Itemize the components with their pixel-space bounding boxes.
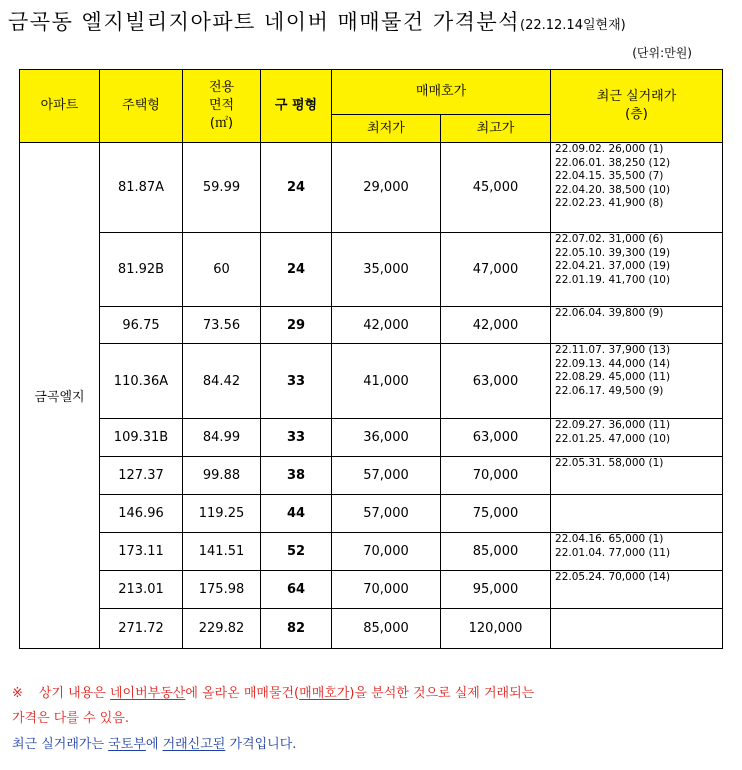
cell-type: 81.87A bbox=[100, 143, 183, 233]
deal-entry: 22.04.15. 35,500 (7) bbox=[555, 170, 664, 183]
deal-entry: 22.04.20. 38,500 (10) bbox=[555, 183, 671, 196]
header-recent-line1: 최근 실거래가 bbox=[596, 89, 677, 104]
table-row bbox=[20, 495, 723, 533]
cell-recent-deals bbox=[551, 533, 723, 571]
cell-type: 173.11 bbox=[100, 533, 183, 571]
header-type: 주택형 bbox=[100, 70, 183, 143]
note-line-3 bbox=[12, 733, 296, 752]
cell-area: 119.25 bbox=[183, 495, 261, 533]
deal-entry: 22.04.16. 65,000 (1) bbox=[555, 533, 664, 545]
table-row bbox=[20, 307, 723, 344]
cell-pyeong: 33 bbox=[261, 344, 332, 419]
header-recent-line2: (층) bbox=[625, 107, 648, 122]
table-row bbox=[20, 533, 723, 571]
cell-type: 109.31B bbox=[100, 419, 183, 457]
deal-entry: 22.05.31. 58,000 (1) bbox=[555, 457, 664, 469]
cell-max: 75,000 bbox=[441, 495, 551, 533]
cell-min: 57,000 bbox=[332, 457, 441, 495]
deal-entry: 22.09.02. 26,000 (1) bbox=[555, 143, 664, 155]
cell-max: 63,000 bbox=[441, 344, 551, 419]
cell-pyeong: 38 bbox=[261, 457, 332, 495]
note3-text-a: 최근 실거래가는 bbox=[12, 737, 109, 752]
cell-recent-deals bbox=[551, 307, 723, 344]
cell-recent-deals bbox=[551, 609, 723, 649]
cell-max: 70,000 bbox=[441, 457, 551, 495]
cell-min: 36,000 bbox=[332, 419, 441, 457]
cell-area: 84.99 bbox=[183, 419, 261, 457]
note1-text-b: 에 올라온 매매물건( bbox=[185, 686, 300, 701]
table-row bbox=[20, 457, 723, 495]
cell-min: 57,000 bbox=[332, 495, 441, 533]
cell-area: 59.99 bbox=[183, 143, 261, 233]
cell-type: 96.75 bbox=[100, 307, 183, 344]
deal-entry: 22.07.02. 31,000 (6) bbox=[555, 233, 664, 245]
table-row bbox=[20, 609, 723, 649]
cell-max: 120,000 bbox=[441, 609, 551, 649]
apartment-name: 금곡엘지 bbox=[20, 143, 100, 649]
deal-entry: 22.01.04. 77,000 (11) bbox=[555, 546, 671, 559]
header-apartment: 아파트 bbox=[20, 70, 100, 143]
cell-recent-deals bbox=[551, 233, 723, 307]
cell-pyeong: 82 bbox=[261, 609, 332, 649]
table-row bbox=[20, 233, 723, 307]
cell-max: 85,000 bbox=[441, 533, 551, 571]
table-row bbox=[20, 143, 723, 233]
unit-label: (단위:만원) bbox=[632, 46, 692, 60]
cell-type: 110.36A bbox=[100, 344, 183, 419]
cell-min: 35,000 bbox=[332, 233, 441, 307]
cell-max: 47,000 bbox=[441, 233, 551, 307]
deal-entry: 22.09.13. 44,000 (14) bbox=[555, 357, 671, 370]
price-table bbox=[19, 69, 723, 649]
cell-type: 81.92B bbox=[100, 233, 183, 307]
cell-recent-deals bbox=[551, 571, 723, 609]
cell-min: 70,000 bbox=[332, 571, 441, 609]
cell-type: 127.37 bbox=[100, 457, 183, 495]
cell-min: 70,000 bbox=[332, 533, 441, 571]
cell-recent-deals bbox=[551, 457, 723, 495]
cell-min: 42,000 bbox=[332, 307, 441, 344]
deal-entry: 22.02.23. 41,900 (8) bbox=[555, 197, 664, 210]
cell-recent-deals bbox=[551, 495, 723, 533]
deal-entry: 22.04.21. 37,000 (19) bbox=[555, 260, 671, 273]
cell-pyeong: 33 bbox=[261, 419, 332, 457]
header-min: 최저가 bbox=[332, 115, 441, 143]
cell-pyeong: 24 bbox=[261, 143, 332, 233]
cell-area: 84.42 bbox=[183, 344, 261, 419]
title-date: (22.12.14일현재) bbox=[520, 18, 626, 33]
cell-type: 213.01 bbox=[100, 571, 183, 609]
deal-entry: 22.11.07. 37,900 (13) bbox=[555, 344, 671, 356]
deal-entry: 22.06.01. 38,250 (12) bbox=[555, 156, 671, 169]
cell-pyeong: 52 bbox=[261, 533, 332, 571]
cell-min: 85,000 bbox=[332, 609, 441, 649]
cell-area: 73.56 bbox=[183, 307, 261, 344]
note3-text-c: 가격입니다. bbox=[225, 737, 297, 752]
cell-type: 146.96 bbox=[100, 495, 183, 533]
deal-entry: 22.05.10. 39,300 (19) bbox=[555, 246, 671, 259]
cell-max: 42,000 bbox=[441, 307, 551, 344]
deal-entry: 22.08.29. 45,000 (11) bbox=[555, 371, 671, 384]
header-recent bbox=[551, 70, 723, 143]
note3-molit: 국토부 bbox=[108, 737, 146, 752]
cell-max: 95,000 bbox=[441, 571, 551, 609]
cell-pyeong: 29 bbox=[261, 307, 332, 344]
cell-recent-deals bbox=[551, 344, 723, 419]
cell-max: 45,000 bbox=[441, 143, 551, 233]
cell-pyeong: 24 bbox=[261, 233, 332, 307]
header-area-line3: (㎡) bbox=[209, 116, 234, 131]
header-area-line1: 전용 bbox=[208, 80, 235, 95]
table-body bbox=[20, 143, 723, 649]
note1-text-a: 상기 내용은 bbox=[38, 686, 110, 701]
note3-text-b: 에 bbox=[145, 737, 163, 752]
cell-area: 60 bbox=[183, 233, 261, 307]
deal-entry: 22.09.27. 36,000 (11) bbox=[555, 419, 671, 431]
table-row bbox=[20, 344, 723, 419]
note1-text-c: )을 분석한 것으로 실제 거래되는 bbox=[349, 686, 535, 701]
page-title bbox=[8, 6, 626, 38]
cell-area: 99.88 bbox=[183, 457, 261, 495]
header-max: 최고가 bbox=[441, 115, 551, 143]
deal-entry: 22.06.17. 49,500 (9) bbox=[555, 384, 664, 397]
cell-min: 29,000 bbox=[332, 143, 441, 233]
deal-entry: 22.01.25. 47,000 (10) bbox=[555, 432, 671, 445]
deal-entry: 22.01.19. 41,700 (10) bbox=[555, 273, 671, 286]
cell-pyeong: 64 bbox=[261, 571, 332, 609]
note-line-2: 가격은 다를 수 있음. bbox=[12, 711, 129, 726]
cell-min: 41,000 bbox=[332, 344, 441, 419]
note3-reported: 거래신고된 bbox=[162, 737, 226, 752]
cell-max: 63,000 bbox=[441, 419, 551, 457]
cell-area: 175.98 bbox=[183, 571, 261, 609]
cell-area: 141.51 bbox=[183, 533, 261, 571]
table-row bbox=[20, 419, 723, 457]
header-area bbox=[183, 70, 261, 143]
header-pyeong: 구 평형 bbox=[261, 70, 332, 143]
title-main: 금곡동 엘지빌리지아파트 네이버 매매물건 가격분석 bbox=[8, 10, 520, 34]
deal-entry: 22.05.24. 70,000 (14) bbox=[555, 571, 671, 583]
note1-asking: 매매호가 bbox=[299, 686, 350, 701]
cell-recent-deals bbox=[551, 419, 723, 457]
cell-area: 229.82 bbox=[183, 609, 261, 649]
cell-type: 271.72 bbox=[100, 609, 183, 649]
note-mark: ※ bbox=[12, 686, 23, 701]
deal-entry: 22.06.04. 39,800 (9) bbox=[555, 307, 664, 319]
cell-pyeong: 44 bbox=[261, 495, 332, 533]
note1-naver: 네이버부동산 bbox=[109, 686, 186, 701]
cell-recent-deals bbox=[551, 143, 723, 233]
header-area-line2: 면적 bbox=[208, 98, 235, 113]
table-row bbox=[20, 571, 723, 609]
note-line-1 bbox=[12, 682, 534, 701]
header-asking: 매매호가 bbox=[332, 70, 551, 115]
